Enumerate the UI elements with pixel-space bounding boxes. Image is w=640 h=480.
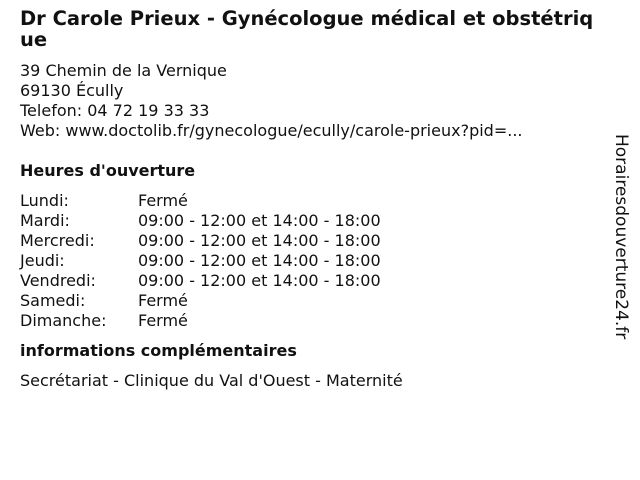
business-name: Dr Carole Prieux - Gynécologue médical et obstétrique xyxy=(20,7,594,51)
day-label: Mardi: xyxy=(20,211,70,230)
site-watermark xyxy=(602,134,640,370)
hours-row-jeudi xyxy=(20,251,600,271)
day-label: Mercredi: xyxy=(20,231,95,250)
hours-row-vendredi xyxy=(20,271,600,291)
day-hours: Fermé xyxy=(138,291,188,310)
additional-info-heading: informations complémentaires xyxy=(20,341,297,360)
hours-row-samedi xyxy=(20,291,600,311)
day-hours: Fermé xyxy=(138,311,188,330)
day-label: Lundi: xyxy=(20,191,69,210)
street-address: 39 Chemin de la Vernique xyxy=(20,61,227,80)
city-postal-code: 69130 Écully xyxy=(20,81,124,100)
day-hours: Fermé xyxy=(138,191,188,210)
hours-row-mercredi xyxy=(20,231,600,251)
day-label: Jeudi: xyxy=(20,251,65,270)
phone-number: Telefon: 04 72 19 33 33 xyxy=(20,101,210,120)
additional-info-text: Secrétariat - Clinique du Val d'Ouest - Maternité xyxy=(20,371,403,390)
hours-row-dimanche xyxy=(20,311,600,331)
website-link: Web: www.doctolib.fr/gynecologue/ecully/carole-prieux?pid=... xyxy=(20,121,523,140)
hours-row-lundi xyxy=(20,191,600,211)
day-hours: 09:00 - 12:00 et 14:00 - 18:00 xyxy=(138,271,381,290)
business-card xyxy=(20,8,600,391)
hours-row-mardi xyxy=(20,211,600,231)
opening-hours-table xyxy=(20,191,600,331)
day-label: Dimanche: xyxy=(20,311,107,330)
opening-hours-heading: Heures d'ouverture xyxy=(20,161,196,180)
day-label: Samedi: xyxy=(20,291,86,310)
day-hours: 09:00 - 12:00 et 14:00 - 18:00 xyxy=(138,231,381,250)
day-label: Vendredi: xyxy=(20,271,96,290)
day-hours: 09:00 - 12:00 et 14:00 - 18:00 xyxy=(138,211,381,230)
watermark-text: Horairesdouverture24.fr xyxy=(611,134,631,340)
day-hours: 09:00 - 12:00 et 14:00 - 18:00 xyxy=(138,251,381,270)
address-block xyxy=(20,61,600,141)
